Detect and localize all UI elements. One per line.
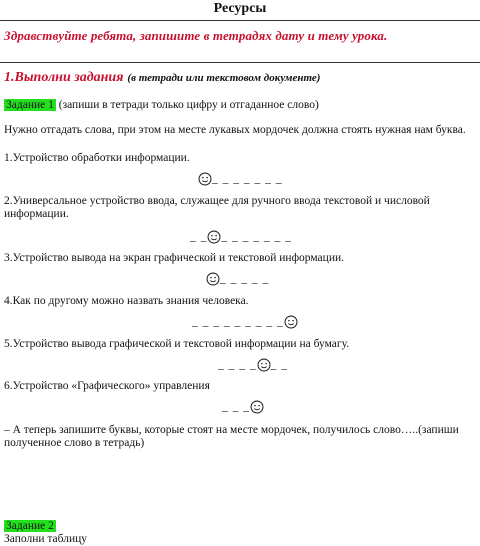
answer-1-after: _ _ _ _ _ _ _	[212, 173, 283, 185]
answer-5-before: _ _ _ _	[218, 359, 257, 371]
question-3: 3.Устройство вывода на экран графической и текстовой информации.	[4, 252, 344, 264]
answer-2	[190, 230, 292, 244]
answer-6	[222, 400, 264, 414]
task2-heading	[4, 520, 56, 533]
answer-3	[206, 272, 269, 286]
answer-5	[218, 358, 288, 372]
closing-text: – А теперь запишите буквы, которые стоят на месте мордочек, получилось слово…..(запиши полученное слово в тетрадь)	[4, 424, 459, 449]
task1-instruction: (запиши в тетради только цифру и отгаданное слово)	[58, 99, 319, 111]
divider	[0, 20, 480, 21]
smiley-icon	[284, 315, 298, 329]
smiley-icon	[198, 172, 212, 186]
answer-4	[192, 315, 298, 329]
task1-heading	[4, 99, 319, 112]
section-heading	[4, 68, 320, 86]
task2-instruction: Заполни таблицу	[4, 533, 88, 545]
question-6: 6.Устройство «Графического» управления	[4, 380, 210, 392]
question-1: 1.Устройство обработки информации.	[4, 152, 190, 164]
section-title: 1.Выполни задания	[4, 70, 124, 85]
smiley-icon	[250, 400, 264, 414]
task2-label: Задание 2	[6, 520, 54, 532]
smiley-icon	[207, 230, 221, 244]
answer-2-after: _ _ _ _ _ _ _	[221, 231, 292, 243]
answer-3-after: _ _ _ _ _	[220, 273, 270, 285]
smiley-icon	[206, 272, 220, 286]
answer-1	[198, 172, 283, 186]
question-2: 2.Универсальное устройство ввода, служащее для ручного ввода текстовой и числовой информации.	[4, 195, 430, 220]
question-5: 5.Устройство вывода графической и текстовой информации на бумагу.	[4, 338, 350, 350]
answer-4-before: _ _ _ _ _ _ _ _ _	[192, 316, 284, 328]
smiley-icon	[257, 358, 271, 372]
task1-label: Задание 1	[6, 99, 54, 111]
intro-text: Нужно отгадать слова, при этом на месте лукавых мордочек должна стоять нужная нам буква.	[4, 124, 466, 136]
answer-5-after: _ _	[270, 359, 288, 371]
page-title: Ресурсы	[213, 1, 267, 16]
answer-6-before: _ _ _	[222, 401, 250, 413]
section-note: (в тетради или текстовом документе)	[127, 72, 321, 84]
question-4: 4.Как по другому можно назвать знания человека.	[4, 295, 249, 307]
greeting-text: Здравствуйте ребята, запишите в тетрадях дату и тему урока.	[4, 28, 388, 43]
divider	[0, 62, 480, 63]
answer-2-before: _ _	[190, 231, 208, 243]
